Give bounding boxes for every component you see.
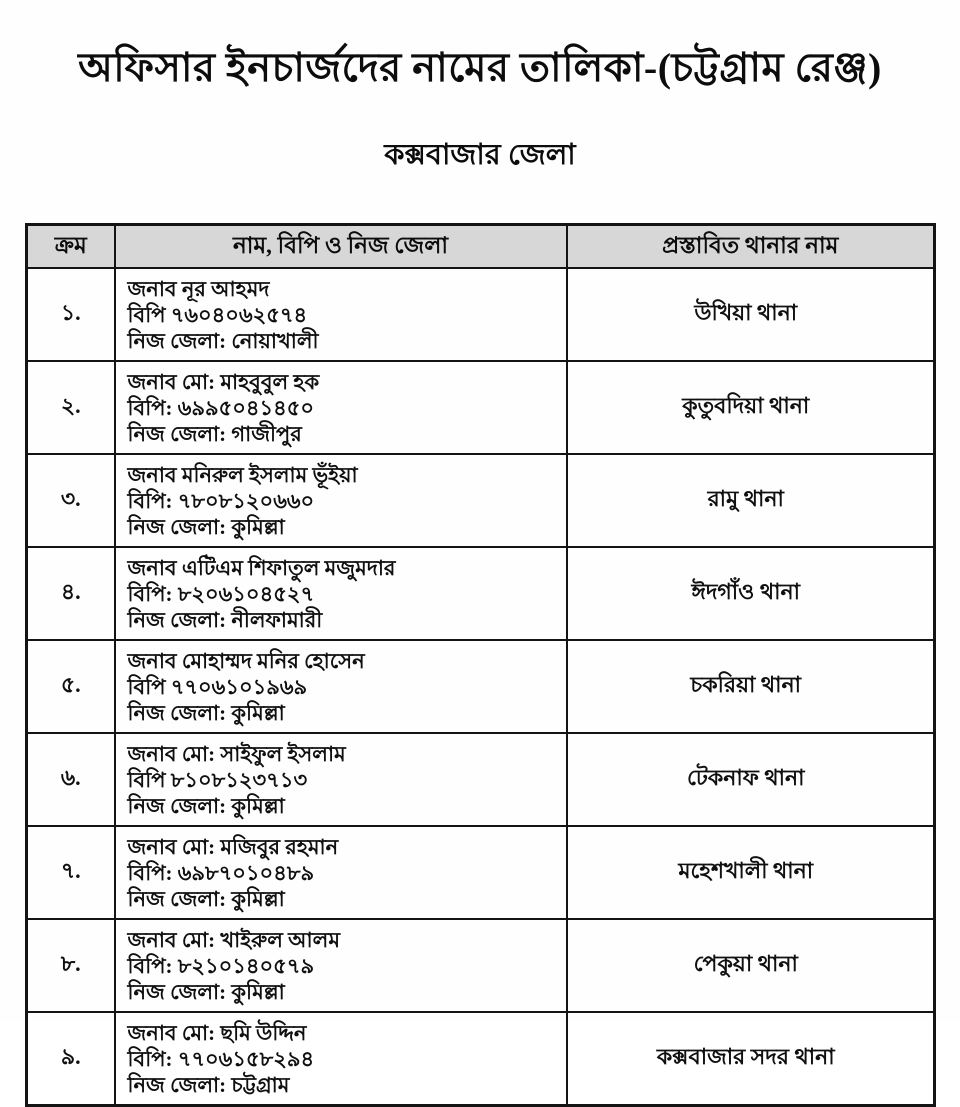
officer-details-cell: [115, 454, 567, 547]
officer-details-cell: [115, 733, 567, 826]
officers-table: [25, 223, 936, 1107]
officer-details-cell: [115, 640, 567, 733]
officer-home-district: নিজ জেলা: কুমিল্লা: [127, 700, 285, 725]
table-header-row: [27, 225, 935, 269]
officer-details-cell: [115, 1012, 567, 1106]
table-body: [27, 268, 935, 1106]
officer-home-district: নিজ জেলা: কুমিল্লা: [127, 886, 285, 911]
officer-name: জনাব মো: মাহবুবুল হক: [127, 369, 320, 394]
proposed-thana-name: রামু থানা: [567, 454, 935, 547]
officer-home-district: নিজ জেলা: নীলফামারী: [127, 607, 323, 632]
column-header-serial: ক্রম: [27, 225, 115, 269]
officer-name: জনাব মোহাম্মদ মনির হোসেন: [127, 648, 365, 673]
serial-number: ৩.: [27, 454, 115, 547]
officer-bp-number: বিপি ৮১০৮১২৩৭১৩: [127, 767, 308, 792]
serial-number: ৭.: [27, 826, 115, 919]
officer-bp-number: বিপি ৭৭০৬১০১৯৬৯: [127, 674, 308, 699]
column-header-proposed-thana: প্রস্তাবিত থানার নাম: [567, 225, 935, 269]
serial-number: ৫.: [27, 640, 115, 733]
officer-name: জনাব মো: মজিবুর রহমান: [127, 834, 339, 859]
table-row: [27, 454, 935, 547]
officer-details-cell: [115, 547, 567, 640]
officer-name: জনাব নূর আহমদ: [127, 276, 270, 301]
table-row: [27, 547, 935, 640]
page-title: অফিসার ইনচার্জদের নামের তালিকা-(চট্টগ্রাম রেঞ্জ): [78, 45, 882, 90]
officer-name: জনাব মনিরুল ইসলাম ভূঁইয়া: [127, 462, 358, 487]
proposed-thana-name: পেকুয়া থানা: [567, 919, 935, 1012]
officer-name: জনাব মো: খাইরুল আলম: [127, 927, 340, 952]
table-row: [27, 733, 935, 826]
table-row: [27, 826, 935, 919]
officer-name: জনাব মো: ছমি উদ্দিন: [127, 1020, 307, 1045]
officer-home-district: নিজ জেলা: নোয়াখালী: [127, 328, 319, 353]
serial-number: ৯.: [27, 1012, 115, 1106]
officer-bp-number: বিপি: ৬৯৯৫০৪১৪৫০: [127, 395, 315, 420]
officer-details-cell: [115, 268, 567, 361]
table-row: [27, 268, 935, 361]
proposed-thana-name: কুতুবদিয়া থানা: [567, 361, 935, 454]
table-row: [27, 640, 935, 733]
officer-home-district: নিজ জেলা: কুমিল্লা: [127, 979, 285, 1004]
officer-details-cell: [115, 826, 567, 919]
officer-home-district: নিজ জেলা: গাজীপুর: [127, 421, 302, 446]
officer-name: জনাব মো: সাইফুল ইসলাম: [127, 741, 346, 766]
proposed-thana-name: টেকনাফ থানা: [567, 733, 935, 826]
proposed-thana-name: চকরিয়া থানা: [567, 640, 935, 733]
proposed-thana-name: উখিয়া থানা: [567, 268, 935, 361]
officer-bp-number: বিপি: ৮২০৬১০৪৫২৭: [127, 581, 315, 606]
officer-bp-number: বিপি: ৮২১০১৪০৫৭৯: [127, 953, 315, 978]
serial-number: ২.: [27, 361, 115, 454]
officer-bp-number: বিপি ৭৬০৪০৬২৫৭৪: [127, 302, 308, 327]
table-row: [27, 1012, 935, 1106]
page-subtitle: কক্সবাজার জেলা: [384, 139, 576, 171]
proposed-thana-name: কক্সবাজার সদর থানা: [567, 1012, 935, 1106]
proposed-thana-name: মহেশখালী থানা: [567, 826, 935, 919]
officer-bp-number: বিপি: ৭৮০৮১২০৬৬০: [127, 488, 315, 513]
officer-home-district: নিজ জেলা: কুমিল্লা: [127, 514, 285, 539]
officer-details-cell: [115, 361, 567, 454]
officer-details-cell: [115, 919, 567, 1012]
serial-number: ১.: [27, 268, 115, 361]
serial-number: ৬.: [27, 733, 115, 826]
officer-home-district: নিজ জেলা: কুমিল্লা: [127, 793, 285, 818]
table-row: [27, 361, 935, 454]
officer-name: জনাব এটিএম শিফাতুল মজুমদার: [127, 555, 396, 580]
officer-home-district: নিজ জেলা: চট্টগ্রাম: [127, 1072, 290, 1097]
column-header-name-bp-district: নাম, বিপি ও নিজ জেলা: [115, 225, 567, 269]
officer-bp-number: বিপি: ৬৯৮৭০১০৪৮৯: [127, 860, 315, 885]
table-row: [27, 919, 935, 1012]
officer-bp-number: বিপি: ৭৭০৬১৫৮২৯৪: [127, 1046, 315, 1071]
serial-number: ৪.: [27, 547, 115, 640]
serial-number: ৮.: [27, 919, 115, 1012]
proposed-thana-name: ঈদগাঁও থানা: [567, 547, 935, 640]
